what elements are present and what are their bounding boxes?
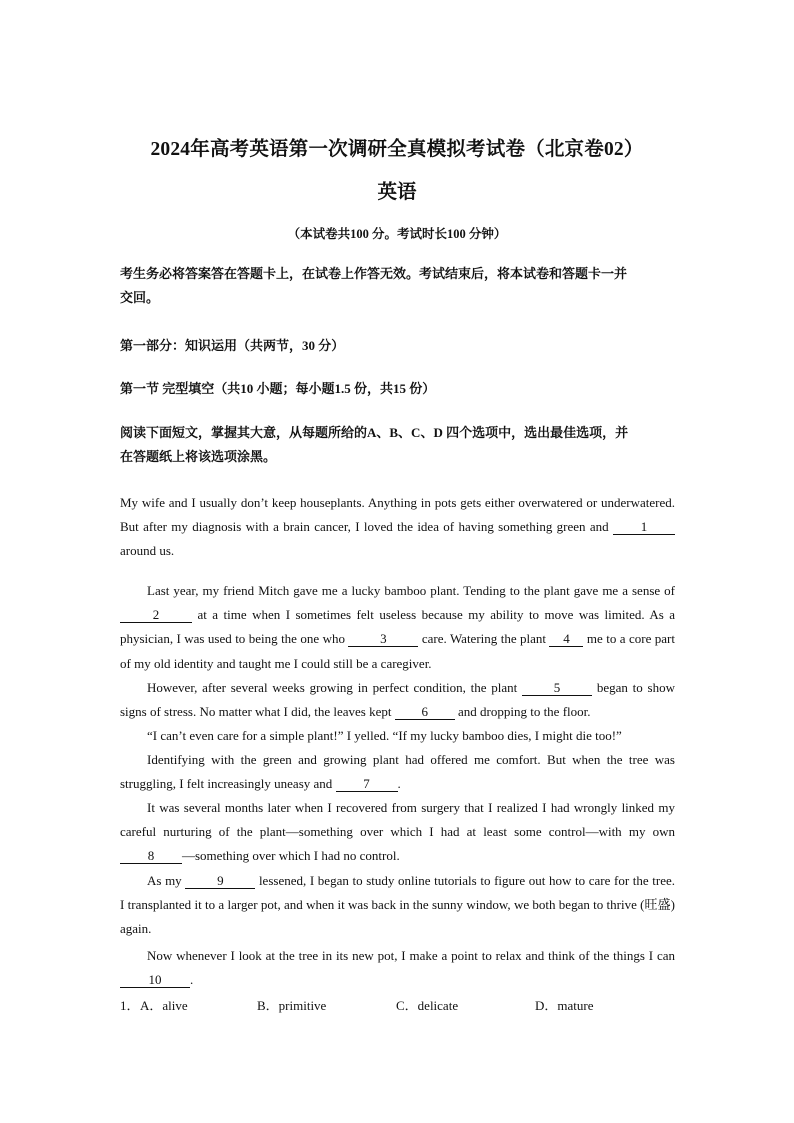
passage-paragraph-4: “I can’t even care for a simple plant!” I yelled. “If my lucky bamboo dies, I might die too!” [147,728,622,743]
blank-5: 5 [522,680,592,696]
notice-line-1: 考生务必将答案答在答题卡上，在试卷上作答无效。考试结束后，将本试卷和答题卡一并 [120,266,628,281]
passage-paragraph-1 [120,491,675,564]
blank-4: 4 [549,631,583,647]
exam-title: 2024年高考英语第一次调研全真模拟考试卷（北京卷02） [150,139,644,160]
passage-text: However, after several weeks growing in perfect condition, the plant [147,680,518,695]
option-d[interactable]: D．mature [535,998,594,1013]
passage-paragraph-8 [120,944,675,992]
passage-text: me to a core part of my old identity and taught me I could still be a caregiver. [120,631,675,671]
notice [120,262,675,310]
passage-text: Last year, my friend Mitch gave me a lucky bamboo plant. Tending to the plant gave me a sense of [147,583,675,598]
option-b[interactable]: B．primitive [257,998,327,1013]
blank-1: 1 [613,519,675,535]
passage-text: —something over which I had no control. [182,848,400,864]
passage-paragraph-5 [120,748,675,796]
passage-text: It was several months later when I recovered from surgery that I realized I had wrongly linked my careful nurturing of the plant—something over which I had at least some control—with my own [120,800,675,840]
passage-text: . [397,776,401,792]
blank-3: 3 [348,631,418,647]
blank-8: 8 [120,848,182,864]
notice-line-2: 交回。 [120,290,160,305]
passage-text: My wife and I usually don’t keep houseplants. Anything in pots gets either overwatered or underwatered. But after my diagnosis with a brain cancer, I loved the idea of having something green and [120,495,675,535]
exam-info: （本试卷共100 分。考试时长100 分钟） [287,227,507,241]
blank-10: 10 [120,972,190,988]
option-c[interactable]: C．delicate [396,998,459,1013]
passage-text: began to show signs of stress. No matter what I did, the leaves kept [120,680,675,720]
passage-text: Now whenever I look at the tree in its new pot, I make a point to relax and think of the things I can [147,948,675,963]
question-1-number: 1． [120,998,140,1013]
blank-9: 9 [185,873,255,889]
passage-paragraph-7 [120,869,675,942]
passage-paragraph-2 [120,579,675,676]
part-heading: 第一部分：知识运用（共两节，30 分） [120,338,345,353]
passage-paragraph-3 [120,676,675,724]
blank-6: 6 [395,704,455,720]
option-a[interactable]: A．alive [140,998,188,1013]
directions [120,421,675,469]
passage-text: around us. [120,543,175,559]
passage-text: at a time when I sometimes felt useless because my ability to move was limited. As a physician, I was used to being the one who [120,607,676,647]
passage-text: . [190,972,194,988]
passage-text: As my [147,873,182,888]
passage-text: and dropping to the floor. [458,704,591,720]
passage-paragraph-6 [120,796,675,869]
directions-line-2: 在答题纸上将该选项涂黑。 [120,449,277,464]
directions-line-1: 阅读下面短文，掌握其大意，从每题所给的A、B、C、D 四个选项中，选出最佳选项，并 [120,425,629,440]
section-heading: 第一节 完型填空（共10 小题；每小题1.5 份，共15 份） [120,381,436,396]
blank-7: 7 [336,776,398,792]
passage-text: Identifying with the green and growing plant had offered me comfort. But when the tree was struggling, I felt increasingly uneasy and [120,752,675,792]
passage-text: care. Watering the plant [421,631,547,647]
passage-text: lessened, I began to study online tutorials to figure out how to care for the tree. I transplanted it to a larger pot, and when it was back in the sunny window, we both began to thrive (旺盛) again. [120,873,676,937]
subject-title: 英语 [377,182,417,203]
blank-2: 2 [120,607,192,623]
